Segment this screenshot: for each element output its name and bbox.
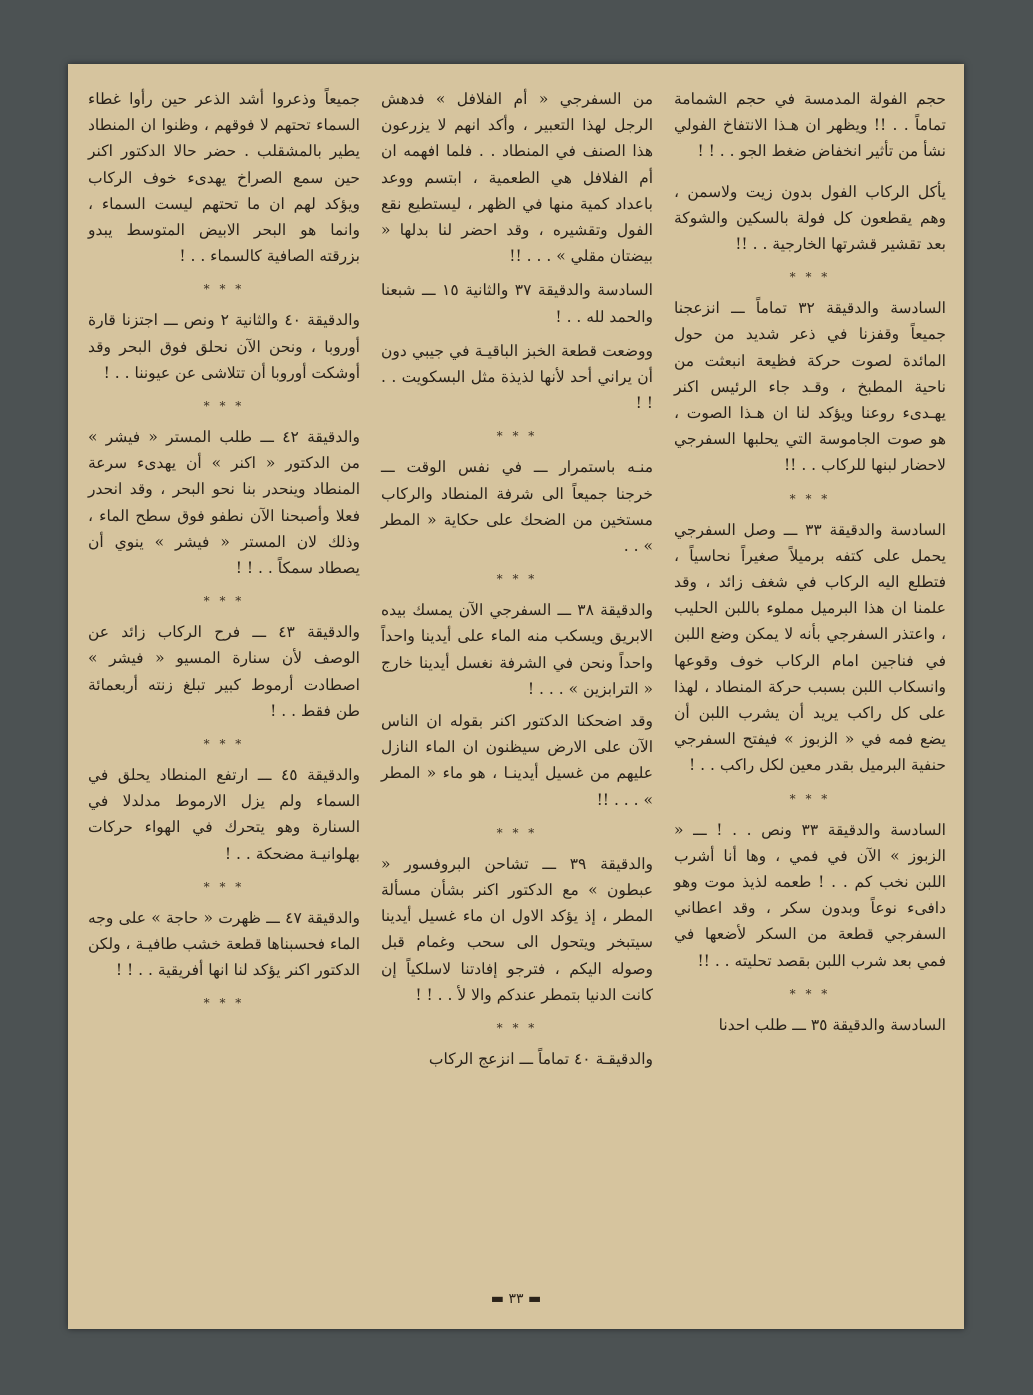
paragraph: والدقيقة ٤٧ ـــ ظهرت « حاجة » على وجه الماء فحسبناها قطعة خشب طافيـة ، ولكن الدكتور اكنر يؤكد لنا انها أفريقية . . ! ! bbox=[88, 908, 360, 980]
section-separator: * * * bbox=[789, 270, 831, 285]
paragraph: جميعاً وذعروا أشد الذعر حين رأوا غطاء السماء تحتهم لا فوقهم ، وظنوا ان المنطاد يطير بالمشقلب . حضر حالا الدكتور اكنر حين سمع الصراخ يهدىء خوف الركاب ويؤكد لهم ان ما تحتهم ليست السماء ، وانما هو البحر الابيض المتوسط يبدو بزرقته الصافية كالسماء . . ! bbox=[88, 90, 360, 266]
column-left bbox=[88, 86, 360, 1286]
paragraph: والدقيقة ٤٢ ـــ طلب المستر « فيشر » من الدكتور « اكنر » أن يهدىء سرعة المنطاد وينحدر بنا نحو البحر ، وقد انحدر فعلا وأصبحنا الآن نطفو فوق سطح الماء ، وذلك لان المستر « فيشر » ينوي أن يصطاد سمكاً . . ! ! bbox=[88, 428, 360, 578]
paragraph: يأكل الركاب الفول بدون زيت ولاسمن ، وهم يقطعون كل فولة بالسكين والشوكة بعد تقشير قشرتها الخارجية . . !! bbox=[674, 182, 946, 254]
paragraph: والدقيقة ٤٠ والثانية ٢ ونص ـــ اجتزنا قارة أوروبا ، ونحن الآن نحلق فوق البحر وقد أوشكت أوروبا أن تتلاشى عن عيوننا . . ! bbox=[88, 311, 360, 382]
section-separator: * * * bbox=[203, 737, 245, 752]
paragraph: منـه باستمرار ـــ في نفس الوقت ـــ خرجنا جميعاً الى شرفة المنطاد والركاب مستخين من الضحك على حكاية « المطر » . . bbox=[381, 458, 653, 556]
section-separator: * * * bbox=[789, 986, 831, 1001]
paragraph: والدقيقة ٣٨ ـــ السفرجي الآن يمسك بيده الابريق ويسكب منه الماء على أيدينا واحداً واحداً ونحن في الشرفة نغسل أيدينا خارج « الترابزين » . . . ! bbox=[381, 601, 653, 698]
paragraph: السادسة والدقيقة ٣٥ ـــ طلب احدنا bbox=[718, 1015, 946, 1034]
paragraph: والدقيقة ٤٥ ـــ ارتفع المنطاد يحلق في السماء ولم يزل الارموط مدلدلا في السنارة وهو يتحرك في الهواء حركات بهلوانيـة مضحكة . . ! bbox=[88, 766, 360, 863]
section-separator: * * * bbox=[203, 879, 245, 894]
paragraph: والدقيقة ٤٣ ـــ فرح الركاب زائد عن الوصف لأن سنارة المسيو « فيشر » اصطادت أرموط كبير تبلغ زنته أربعمائة طن فقط . . ! bbox=[88, 623, 360, 720]
column-middle bbox=[381, 86, 653, 1286]
section-separator: * * * bbox=[203, 399, 245, 414]
section-separator: * * * bbox=[789, 791, 831, 806]
newspaper-page bbox=[68, 64, 964, 1329]
section-separator: * * * bbox=[496, 429, 538, 444]
section-separator: * * * bbox=[496, 572, 538, 587]
paragraph: والدقيقة ٣٩ ـــ تشاحن البروفسور « عبطون » مع الدكتور اكنر بشأن مسألة المطر ، إذ يؤكد الاول ان ماء غسيل أيدينا سيتبخر ويتحول الى سحب وغمام قبل وصوله اليكم ، فترجو إفادتنا لاسلكياً إن كانت الدنيا بتمطر عندكم والا لأ . . ! ! bbox=[381, 854, 653, 1004]
paragraph: والدقيقـة ٤٠ تماماً ـــ انزعج الركاب bbox=[428, 1050, 653, 1069]
section-separator: * * * bbox=[496, 1021, 538, 1036]
section-separator: * * * bbox=[203, 282, 245, 297]
text-columns bbox=[88, 86, 946, 1286]
section-separator: * * * bbox=[203, 996, 245, 1011]
paragraph: حجم الفولة المدمسة في حجم الشمامة تماماً . . !! ويظهر ان هـذا الانتفاخ الفولي نشأ من تأثير انخفاض ضغط الجو . . ! ! bbox=[674, 90, 946, 161]
paragraph: السادسة والدقيقة ٣٣ ونص . . ! ـــ « الزبوز » الآن في فمي ، وها أنا أشرب اللبن نخب كم . . ! طعمه لذيذ موت وهو دافىء نوعاً وبدون سكر ، وقد اعطاني السفرجي قطعة من السكر لأضعها في فمي بعد شرب اللبن بقصد تحليته . . !! bbox=[674, 820, 946, 970]
page-number: ▬ ٣٣ ▬ bbox=[490, 1291, 542, 1307]
paragraph: ووضعت قطعة الخبز الباقيـة في جيبي دون أن يراني أحد لأنها لذيذة مثل البسكويت . . ! ! bbox=[381, 341, 653, 413]
section-separator: * * * bbox=[789, 491, 831, 506]
paragraph: السادسة والدقيقة ٣٧ والثانية ١٥ ـــ شبعنا والحمد لله . . ! bbox=[381, 281, 653, 326]
paragraph: وقد اضحكنا الدكتور اكنر بقوله ان الناس الآن على الارض سيظنون ان الماء النازل عليهم من غسيل أيدينـا ، هو ماء « المطر » . . . !! bbox=[381, 712, 653, 809]
paragraph: من السفرجي « أم الفلافل » فدهش الرجل لهذا التعبير ، وأكد انهم لا يزرعون هذا الصنف في المنطاد . . فلما افهمه ان أم الفلافل هي الطعمية ، ابتسم ووعد باعداد كمية منها في الظهر ، ليستطيع نقع الفول وتقشيره ، وقد احضر لنا بدلها « بيضتان مقلي » . . . !! bbox=[381, 90, 653, 266]
paragraph: السادسة والدقيقة ٣٢ تماماً ـــ انزعجنا جميعاً وقفزنا في ذعر شديد من حول المائدة لصوت حركة فظيعة انبعثت من ناحية المطبخ ، وقـد جاء الرئيس اكنر يهـدىء روعنا ويؤكد لنا ان هـذا الصوت ، هو صوت الجاموسة التي يحلبها السفرجي لاحضار لبنها للركاب . . !! bbox=[674, 299, 946, 475]
section-separator: * * * bbox=[203, 594, 245, 609]
paragraph: السادسة والدقيقة ٣٣ ـــ وصل السفرجي يحمل على كتفه برميلاً صغيراً نحاسياً ، فتطلع اليه الركاب في شغف زائد ، وقد علمنا ان هذا البرميل مملوء باللبن الحليب ، واعتذر السفرجي بأنه لا يمكن وضع اللبن في فناجين امام الركاب خوف وقوعها وانسكاب اللبن بسبب حركة المنطاد ، لهذا على كل راكب يريد أن يشرب اللبن أن يضع فمه في « الزبوز » فيفتح السفرجي حنفية البرميل بقدر معين لكل راكب . . ! bbox=[674, 520, 946, 775]
column-right bbox=[674, 86, 946, 1286]
section-separator: * * * bbox=[496, 825, 538, 840]
